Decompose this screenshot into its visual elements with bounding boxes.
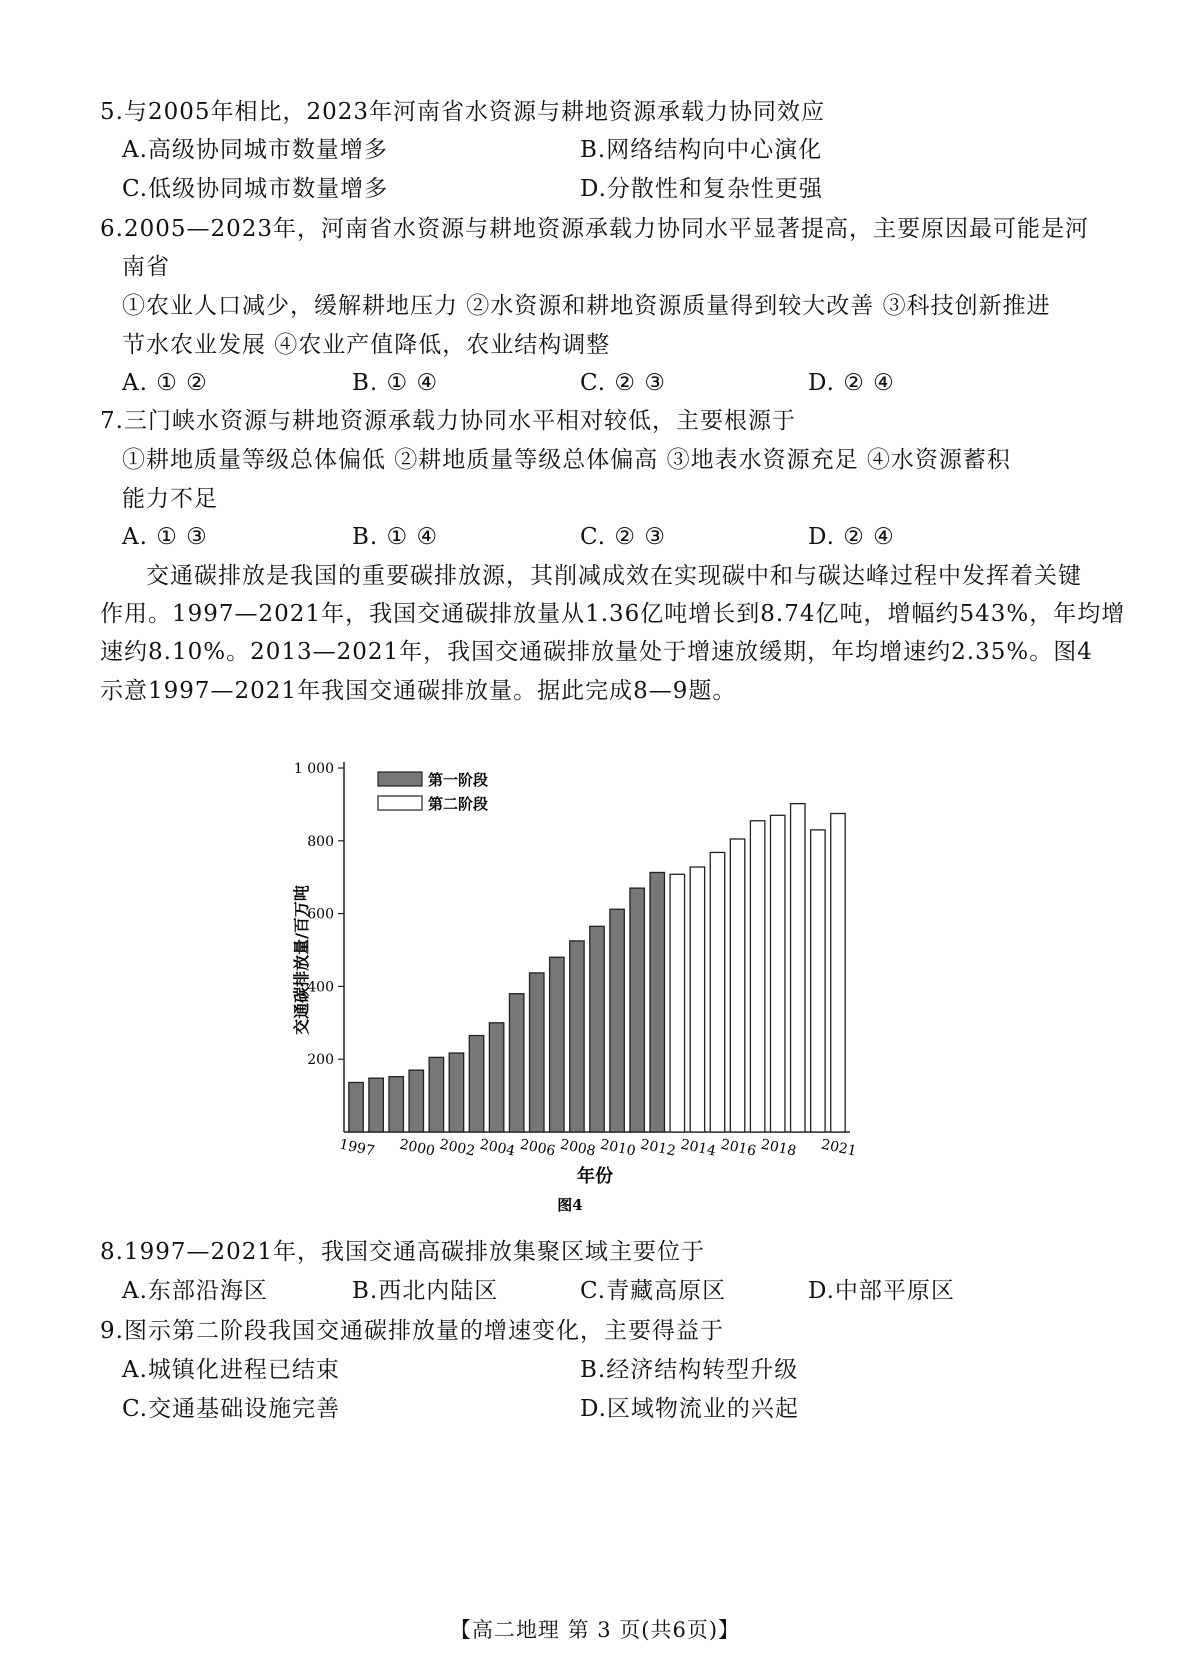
x-tick-label: 2016: [719, 1136, 758, 1160]
bar-2020: [811, 830, 825, 1132]
q6-stem-line1: 6.2005—2023年，河南省水资源与耕地资源承载力协同水平显著提高，主要原因最可能是河: [100, 216, 1090, 242]
q8-option-a: A.东部沿海区: [122, 1278, 268, 1304]
q6-items-line2: 节水农业发展 ④农业产值降低，农业结构调整: [122, 332, 611, 358]
q6-option-a: A. ① ②: [122, 370, 208, 396]
bar-2012: [650, 872, 664, 1132]
q9-option-b: B.经济结构转型升级: [580, 1357, 799, 1383]
q8-option-c: C.青藏高原区: [580, 1278, 727, 1304]
q5-stem: 5.与2005年相比，2023年河南省水资源与耕地资源承载力协同效应: [100, 99, 826, 125]
q5-option-d: D.分散性和复杂性更强: [580, 176, 823, 202]
x-tick-label: 2018: [759, 1136, 798, 1160]
q7-option-b: B. ① ④: [352, 524, 439, 550]
bar-2006: [530, 973, 544, 1132]
q9-stem: 9.图示第二阶段我国交通碳排放量的增速变化，主要得益于: [100, 1318, 724, 1344]
bar-2008: [570, 941, 584, 1132]
passage-line3: 速约8.10%。2013—2021年，我国交通碳排放量处于增速放缓期，年均增速约2.35%。图4: [100, 639, 1093, 665]
q5-option-b: B.网络结构向中心演化: [580, 137, 823, 163]
x-axis-label: 年份: [577, 1166, 613, 1187]
x-tick-label: 1997: [337, 1136, 376, 1160]
q9-option-a: A.城镇化进程已结束: [122, 1357, 340, 1383]
q6-stem-line2: 南省: [122, 254, 170, 280]
q7-items-line2: 能力不足: [122, 486, 218, 512]
bar-2019: [791, 804, 805, 1132]
bar-2013: [670, 874, 684, 1132]
y-tick-label: 800: [307, 833, 334, 850]
bar-2005: [509, 994, 523, 1132]
y-tick-label: 600: [307, 906, 334, 923]
passage-line4: 示意1997—2021年我国交通碳排放量。据此完成8—9题。: [100, 678, 737, 704]
q7-items-line1: ①耕地质量等级总体偏低 ②耕地质量等级总体偏高 ③地表水资源充足 ④水资源蓄积: [122, 447, 1011, 473]
legend-swatch-2: [378, 796, 422, 810]
bar-2001: [429, 1057, 443, 1132]
x-tick-label: 2014: [679, 1136, 718, 1160]
bar-2009: [590, 926, 604, 1132]
x-tick-label: 2010: [598, 1136, 638, 1160]
q8-option-d: D.中部平原区: [808, 1278, 955, 1304]
bar-2002: [449, 1053, 463, 1132]
figure-caption: 图4: [557, 1196, 583, 1214]
bar-2017: [750, 821, 764, 1132]
passage-line2: 作用。1997—2021年，我国交通碳排放量从1.36亿吨增长到8.74亿吨，增幅约543%，年均增: [100, 601, 1126, 627]
legend-label-1: 第一阶段: [428, 771, 489, 789]
q5-option-a: A.高级协同城市数量增多: [122, 137, 388, 163]
x-tick-label: 2006: [518, 1136, 557, 1160]
x-tick-label: 2004: [478, 1136, 517, 1160]
x-tick-label: 2021: [819, 1136, 858, 1160]
legend-swatch-1: [378, 772, 422, 786]
x-tick-label: 2000: [398, 1136, 437, 1160]
bar-2014: [690, 867, 704, 1132]
y-tick-label: 1 000: [293, 761, 334, 777]
q5-option-c: C.低级协同城市数量增多: [122, 176, 389, 202]
bar-1998: [369, 1078, 383, 1132]
q6-items-line1: ①农业人口减少，缓解耕地压力 ②水资源和耕地资源质量得到较大改善 ③科技创新推进: [122, 293, 1051, 319]
bar-2003: [469, 1036, 483, 1132]
q7-stem: 7.三门峡水资源与耕地资源承载力协同水平相对较低，主要根源于: [100, 408, 796, 434]
bar-2007: [550, 957, 564, 1132]
q6-option-b: B. ① ④: [352, 370, 439, 396]
q7-option-a: A. ① ③: [122, 524, 208, 550]
x-tick-label: 2008: [558, 1136, 597, 1160]
bar-2016: [730, 839, 744, 1132]
y-tick-label: 200: [307, 1052, 334, 1069]
q7-option-d: D. ② ④: [808, 524, 895, 550]
legend-label-2: 第二阶段: [428, 795, 489, 813]
bar-2021: [831, 814, 845, 1133]
q9-option-c: C.交通基础设施完善: [122, 1396, 341, 1422]
bar-1999: [389, 1077, 403, 1132]
y-tick-label: 400: [307, 979, 334, 996]
q6-option-d: D. ② ④: [808, 370, 895, 396]
q6-option-c: C. ② ③: [580, 370, 666, 396]
bar-2011: [630, 888, 644, 1132]
passage-line1: 交通碳排放是我国的重要碳排放源，其削减成效在实现碳中和与碳达峰过程中发挥着关键: [146, 563, 1082, 589]
bar-2010: [610, 909, 624, 1132]
q7-option-c: C. ② ③: [580, 524, 666, 550]
page-footer: 【高二地理 第 3 页(共6页)】: [449, 1618, 741, 1642]
bar-2004: [489, 1023, 503, 1132]
q8-stem: 8.1997—2021年，我国交通高碳排放集聚区域主要位于: [100, 1239, 706, 1265]
x-tick-label: 2002: [438, 1136, 477, 1160]
y-axis-label: 交通碳排放量/百万吨: [292, 885, 311, 1035]
x-tick-label: 2012: [638, 1136, 678, 1160]
q9-option-d: D.区域物流业的兴起: [580, 1396, 799, 1422]
q8-option-b: B.西北内陆区: [352, 1278, 499, 1304]
bar-1997: [349, 1082, 363, 1132]
bar-2018: [770, 815, 784, 1132]
bar-2015: [710, 852, 724, 1132]
bar-2000: [409, 1070, 423, 1132]
